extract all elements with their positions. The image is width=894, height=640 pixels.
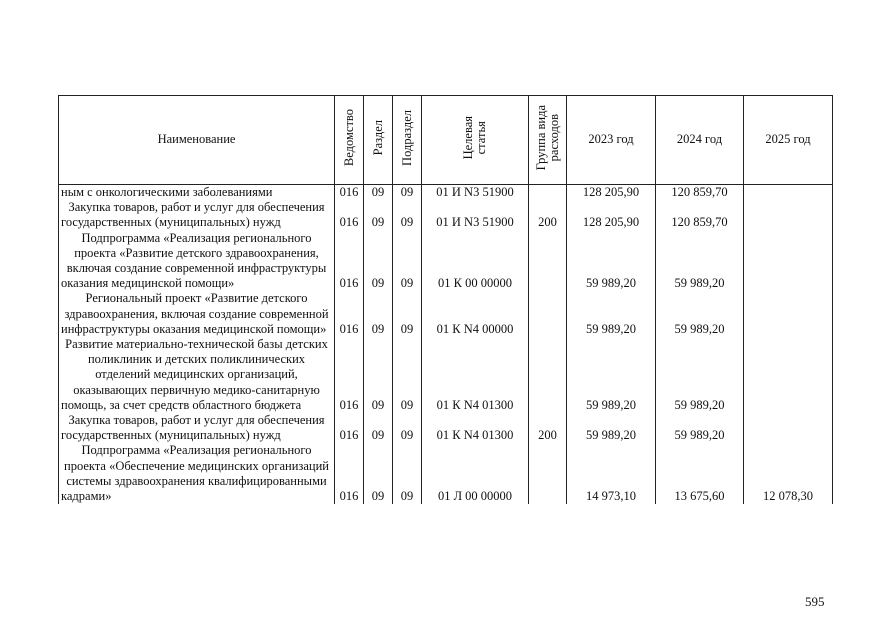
cell-2024: 59 989,20 [656, 337, 744, 413]
cell-2025 [744, 337, 833, 413]
cell-subsection: 09 [393, 231, 422, 292]
cell-subsection: 09 [393, 337, 422, 413]
cell-section: 09 [364, 413, 393, 443]
cell-2024: 59 989,20 [656, 231, 744, 292]
cell-department: 016 [335, 200, 364, 230]
cell-section: 09 [364, 185, 393, 201]
table-row [59, 291, 833, 337]
cell-department: 016 [335, 337, 364, 413]
cell-section: 09 [364, 200, 393, 230]
cell-name: Региональный проект «Развитие детского здравоохранения, включая создание современной инфраструктуры оказания медицинской помощи» [59, 291, 335, 337]
cell-expense-group [529, 185, 567, 201]
cell-target: 01 Л 00 00000 [422, 443, 529, 504]
table-row [59, 231, 833, 292]
col-header-2025: 2025 год [744, 96, 833, 185]
cell-2024: 59 989,20 [656, 291, 744, 337]
cell-expense-group [529, 337, 567, 413]
cell-name: ным с онкологическими заболеваниями [59, 185, 335, 201]
cell-department: 016 [335, 185, 364, 201]
table-row [59, 337, 833, 413]
cell-2025 [744, 413, 833, 443]
cell-subsection: 09 [393, 200, 422, 230]
table-row [59, 413, 833, 443]
cell-2023: 59 989,20 [567, 413, 656, 443]
cell-department: 016 [335, 413, 364, 443]
col-header-name: Наименование [59, 96, 335, 185]
cell-target: 01 К N4 01300 [422, 413, 529, 443]
col-header-subsection: Подраздел [393, 96, 422, 185]
cell-2023: 59 989,20 [567, 231, 656, 292]
cell-2025 [744, 231, 833, 292]
col-header-expense-group: Группа вида расходов [529, 96, 567, 185]
cell-department: 016 [335, 231, 364, 292]
cell-2024: 120 859,70 [656, 200, 744, 230]
cell-target: 01 К N4 01300 [422, 337, 529, 413]
col-header-target: Целевая статья [422, 96, 529, 185]
cell-subsection: 09 [393, 443, 422, 504]
cell-name: Закупка товаров, работ и услуг для обеспечения государственных (муниципальных) нужд [59, 413, 335, 443]
cell-section: 09 [364, 443, 393, 504]
cell-2024: 13 675,60 [656, 443, 744, 504]
cell-expense-group [529, 231, 567, 292]
cell-section: 09 [364, 291, 393, 337]
cell-2024: 59 989,20 [656, 413, 744, 443]
cell-subsection: 09 [393, 413, 422, 443]
cell-2025 [744, 291, 833, 337]
cell-target: 01 И N3 51900 [422, 200, 529, 230]
cell-name: Подпрограмма «Реализация регионального проекта «Обеспечение медицинских организаций системы здравоохранения квалифицированными кадрами» [59, 443, 335, 504]
cell-name: Закупка товаров, работ и услуг для обеспечения государственных (муниципальных) нужд [59, 200, 335, 230]
cell-target: 01 К N4 00000 [422, 291, 529, 337]
cell-2023: 59 989,20 [567, 337, 656, 413]
col-header-section: Раздел [364, 96, 393, 185]
cell-expense-group: 200 [529, 413, 567, 443]
cell-expense-group [529, 291, 567, 337]
cell-department: 016 [335, 291, 364, 337]
table-header [59, 96, 833, 185]
table-row [59, 200, 833, 230]
cell-2023: 128 205,90 [567, 200, 656, 230]
table-row [59, 185, 833, 201]
cell-name: Развитие материально-технической базы детских поликлиник и детских поликлинических отделений медицинских организаций, оказывающих первичную медико-санитарную помощь, за счет средств областного бюджета [59, 337, 335, 413]
col-header-2023: 2023 год [567, 96, 656, 185]
col-header-2024: 2024 год [656, 96, 744, 185]
cell-2025 [744, 200, 833, 230]
cell-target: 01 К 00 00000 [422, 231, 529, 292]
cell-2023: 14 973,10 [567, 443, 656, 504]
cell-2023: 59 989,20 [567, 291, 656, 337]
cell-subsection: 09 [393, 185, 422, 201]
table-body [59, 185, 833, 505]
cell-expense-group [529, 443, 567, 504]
page-number: 595 [805, 594, 825, 609]
cell-2024: 120 859,70 [656, 185, 744, 201]
budget-table [58, 95, 833, 504]
table-row [59, 443, 833, 504]
cell-2025 [744, 185, 833, 201]
cell-2025: 12 078,30 [744, 443, 833, 504]
cell-name: Подпрограмма «Реализация регионального проекта «Развитие детского здравоохранения, включая создание современной инфраструктуры оказания медицинской помощи» [59, 231, 335, 292]
cell-expense-group: 200 [529, 200, 567, 230]
cell-department: 016 [335, 443, 364, 504]
cell-section: 09 [364, 231, 393, 292]
cell-section: 09 [364, 337, 393, 413]
col-header-department: Ведомство [335, 96, 364, 185]
cell-2023: 128 205,90 [567, 185, 656, 201]
cell-target: 01 И N3 51900 [422, 185, 529, 201]
cell-subsection: 09 [393, 291, 422, 337]
